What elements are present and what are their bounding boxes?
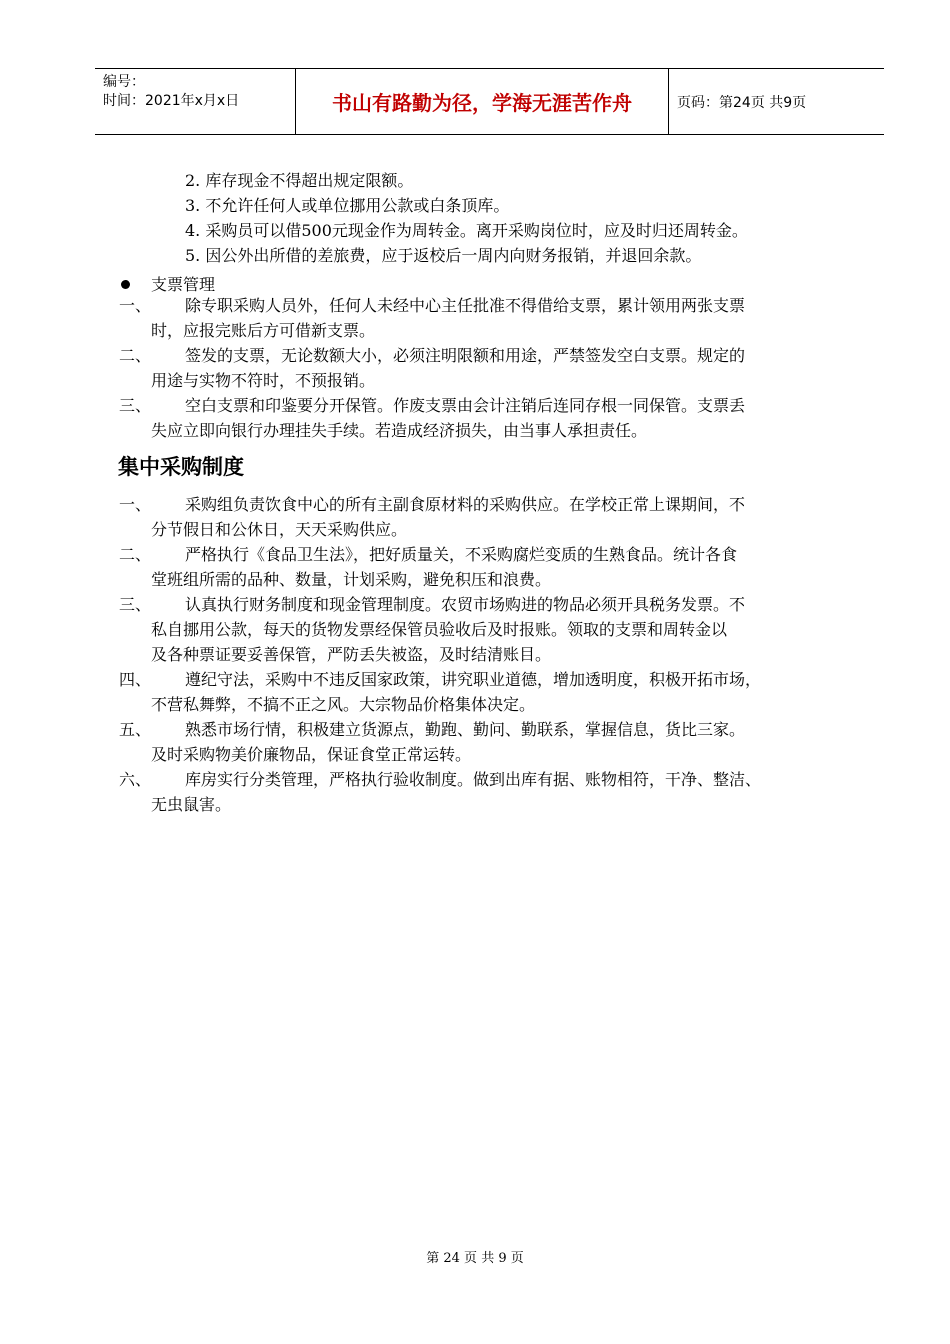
item-line: 熟悉市场行情，积极建立货源点，勤跑、勤问、勤联系，掌握信息，货比三家。 (185, 720, 746, 739)
item-number: 二、 (119, 545, 152, 564)
header-divider-right (668, 69, 669, 134)
header-motto: 书山有路勤为径，学海无涯苦作舟 (332, 91, 632, 115)
serial-label: 编号： (103, 74, 145, 90)
item-line: 失应立即向银行办理挂失手续。若造成经济损失，由当事人承担责任。 (151, 421, 648, 440)
item-line: 严格执行《食品卫生法》，把好质量关，不采购腐烂变质的生熟食品。统计各食 (185, 545, 738, 564)
item-line: 时，应报完账后方可借新支票。 (151, 321, 376, 340)
page-header (95, 68, 884, 135)
cash-rule: 3. 不允许任何人或单位挪用公款或白条顶库。 (185, 196, 510, 215)
header-page-info: 页码：第24页 共9页 (677, 94, 807, 111)
item-line: 库房实行分类管理，严格执行验收制度。做到出库有据、账物相符，干净、整洁、 (185, 770, 762, 789)
page-footer: 第 24 页 共 9 页 (426, 1251, 524, 1266)
cheque-heading-text: 支票管理 (151, 275, 216, 294)
item-line: 堂班组所需的品种、数量，计划采购，避免积压和浪费。 (151, 570, 552, 589)
item-line: 签发的支票，无论数额大小，必须注明限额和用途，严禁签发空白支票。规定的 (185, 346, 746, 365)
item-line: 认真执行财务制度和现金管理制度。农贸市场购进的物品必须开具税务发票。不 (185, 595, 746, 614)
header-meta (103, 73, 239, 111)
item-number: 二、 (119, 346, 152, 365)
item-line: 遵纪守法，采购中不违反国家政策，讲究职业道德，增加透明度，积极开拓市场， (185, 670, 762, 689)
cash-rule: 2. 库存现金不得超出规定限额。 (185, 171, 414, 190)
item-line: 采购组负责饮食中心的所有主副食原材料的采购供应。在学校正常上课期间，不 (185, 495, 746, 514)
item-number: 六、 (119, 770, 152, 789)
section-title: 集中采购制度 (118, 455, 244, 479)
item-line: 用途与实物不符时，不预报销。 (151, 371, 376, 390)
item-number: 三、 (119, 396, 152, 415)
item-line: 及各种票证要妥善保管，严防丢失被盗，及时结清账目。 (151, 645, 552, 664)
cash-rule: 4. 采购员可以借500元现金作为周转金。离开采购岗位时，应及时归还周转金。 (185, 221, 748, 240)
bullet-icon (121, 280, 130, 289)
cash-rule: 5. 因公外出所借的差旅费，应于返校后一周内向财务报销，并退回余款。 (185, 246, 702, 265)
item-number: 五、 (119, 720, 152, 739)
item-number: 四、 (119, 670, 152, 689)
time-label: 时间：2021年x月x日 (103, 93, 240, 109)
item-line: 私自挪用公款，每天的货物发票经保管员验收后及时报账。领取的支票和周转金以 (151, 620, 728, 639)
item-line: 不营私舞弊，不搞不正之风。大宗物品价格集体决定。 (151, 695, 536, 714)
item-line: 无虫鼠害。 (151, 795, 232, 814)
item-line: 空白支票和印鉴要分开保管。作废支票由会计注销后连同存根一同保管。支票丢 (185, 396, 746, 415)
item-line: 除专职采购人员外，任何人未经中心主任批准不得借给支票，累计领用两张支票 (185, 296, 746, 315)
item-line: 分节假日和公休日，天天采购供应。 (151, 520, 408, 539)
item-number: 三、 (119, 595, 152, 614)
item-number: 一、 (119, 296, 152, 315)
item-number: 一、 (119, 495, 152, 514)
item-line: 及时采购物美价廉物品，保证食堂正常运转。 (151, 745, 472, 764)
